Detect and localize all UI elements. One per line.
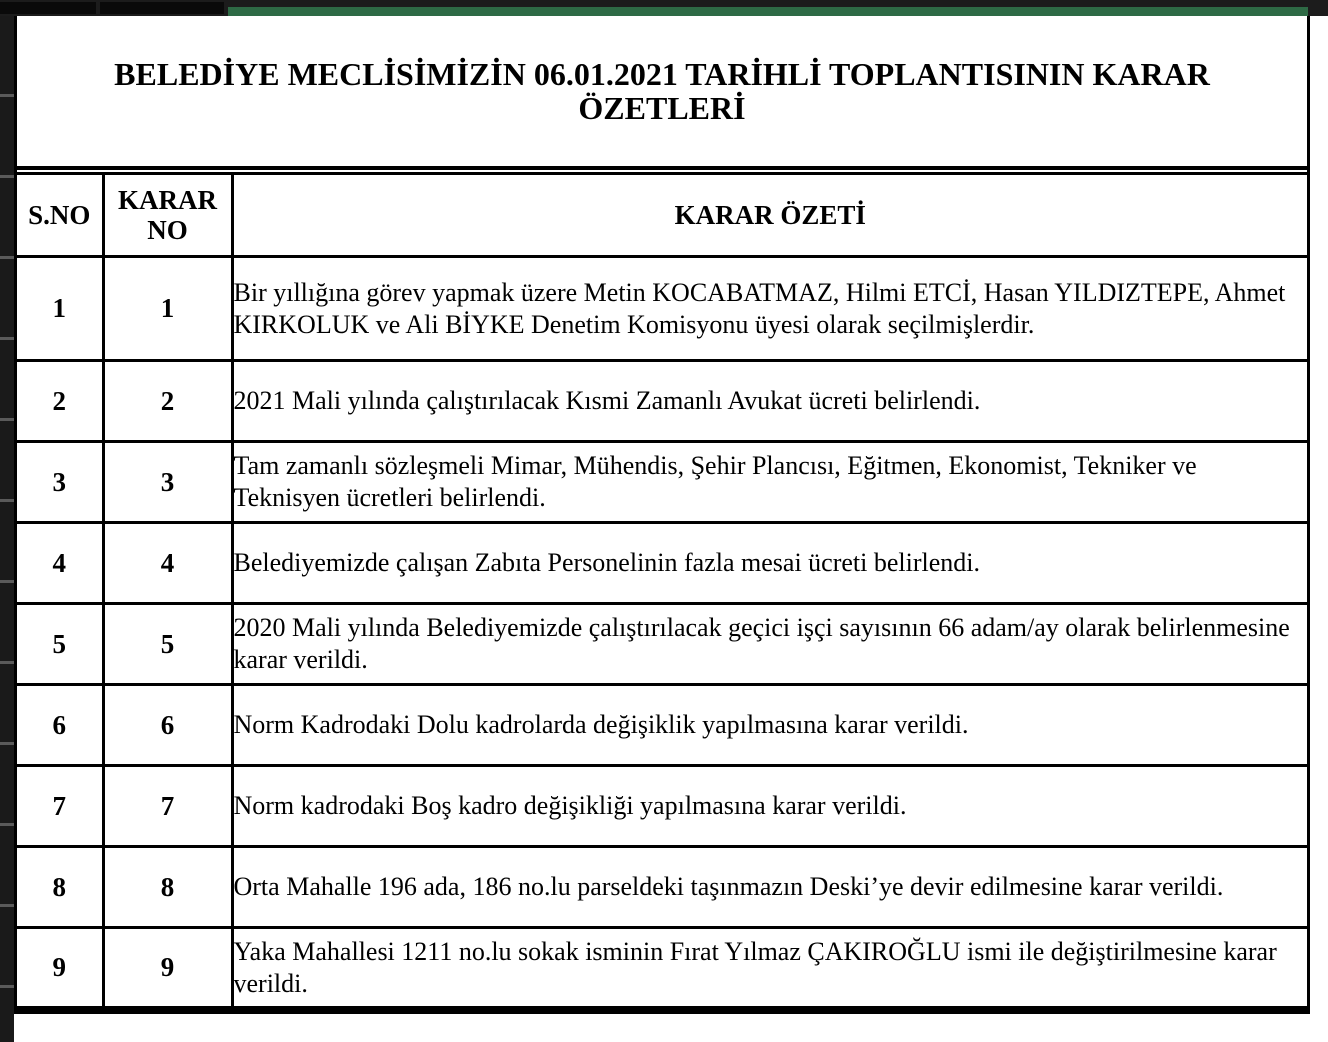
top-bar-segment	[100, 2, 224, 14]
cell-karar-no: 4	[103, 523, 232, 604]
table-row	[17, 257, 1307, 361]
table-row	[17, 766, 1307, 847]
table-row	[17, 442, 1307, 523]
cell-karar-no: 7	[103, 766, 232, 847]
decisions-table	[17, 172, 1307, 1009]
cell-karar-no: 3	[103, 442, 232, 523]
cell-karar-ozeti: Tam zamanlı sözleşmeli Mimar, Mühendis, Şehir Plancısı, Eğitmen, Ekonomist, Tekniker ve Teknisyen ücretleri belirlendi.	[232, 442, 1307, 523]
document-title: BELEDİYE MECLİSİMİZİN 06.01.2021 TARİHLİ TOPLANTISININ KARAR ÖZETLERİ	[17, 16, 1307, 170]
table-row	[17, 685, 1307, 766]
cell-sno: 2	[17, 361, 103, 442]
cell-sno: 7	[17, 766, 103, 847]
window-top-bar	[0, 0, 1328, 16]
cell-karar-no: 8	[103, 847, 232, 928]
cell-karar-ozeti: 2020 Mali yılında Belediyemizde çalıştırılacak geçici işçi sayısının 66 adam/ay olarak belirlenmesine karar verildi.	[232, 604, 1307, 685]
cell-karar-ozeti: Belediyemizde çalışan Zabıta Personelinin fazla mesai ücreti belirlendi.	[232, 523, 1307, 604]
top-bar-segment	[0, 2, 96, 14]
cell-karar-ozeti: Norm kadrodaki Boş kadro değişikliği yapılmasına karar verildi.	[232, 766, 1307, 847]
cell-karar-ozeti: 2021 Mali yılında çalıştırılacak Kısmi Zamanlı Avukat ücreti belirlendi.	[232, 361, 1307, 442]
table-header-row	[17, 174, 1307, 257]
left-frame-bar	[0, 16, 14, 1042]
document-page	[14, 16, 1310, 1012]
cell-sno: 4	[17, 523, 103, 604]
cell-karar-no: 5	[103, 604, 232, 685]
table-row	[17, 361, 1307, 442]
cell-karar-no: 9	[103, 928, 232, 1008]
column-header-karar-ozeti: KARAR ÖZETİ	[232, 174, 1307, 257]
cell-sno: 1	[17, 257, 103, 361]
table-row	[17, 523, 1307, 604]
cell-sno: 3	[17, 442, 103, 523]
cell-sno: 5	[17, 604, 103, 685]
cell-karar-no: 2	[103, 361, 232, 442]
cell-karar-ozeti: Orta Mahalle 196 ada, 186 no.lu parseldeki taşınmazın Deski’ye devir edilmesine karar verildi.	[232, 847, 1307, 928]
accent-bar	[228, 7, 1308, 16]
cell-karar-ozeti: Norm Kadrodaki Dolu kadrolarda değişiklik yapılmasına karar verildi.	[232, 685, 1307, 766]
column-header-sno: S.NO	[17, 174, 103, 257]
cell-karar-ozeti: Yaka Mahallesi 1211 no.lu sokak isminin Fırat Yılmaz ÇAKIROĞLU ismi ile değiştirilmesine karar verildi.	[232, 928, 1307, 1008]
cell-karar-ozeti: Bir yıllığına görev yapmak üzere Metin KOCABATMAZ, Hilmi ETCİ, Hasan YILDIZTEPE, Ahmet KIRKOLUK ve Ali BİYKE Denetim Komisyonu üyesi olarak seçilmişlerdir.	[232, 257, 1307, 361]
cell-karar-no: 6	[103, 685, 232, 766]
column-header-karar-no: KARAR NO	[103, 174, 232, 257]
cell-karar-no: 1	[103, 257, 232, 361]
table-row	[17, 604, 1307, 685]
cell-sno: 6	[17, 685, 103, 766]
cell-sno: 9	[17, 928, 103, 1008]
table-row	[17, 928, 1307, 1008]
table-row	[17, 847, 1307, 928]
cell-sno: 8	[17, 847, 103, 928]
bottom-rule	[14, 1010, 1310, 1014]
